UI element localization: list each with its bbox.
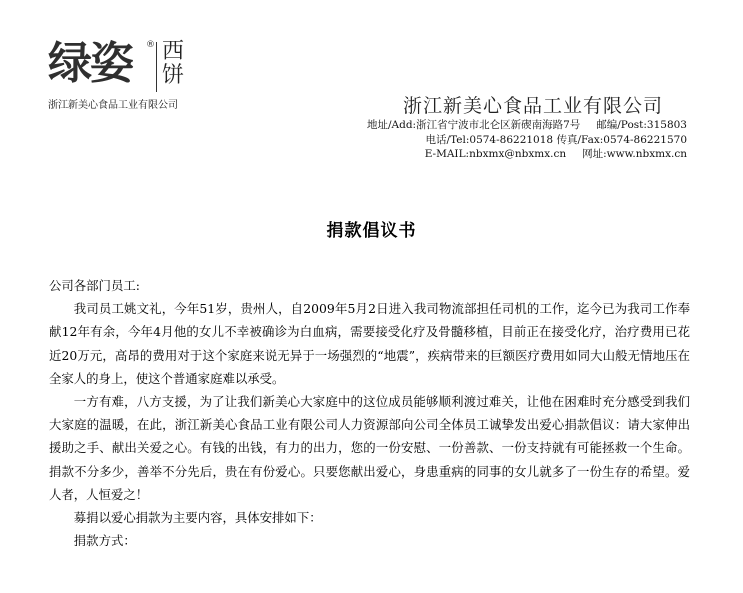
paragraph-4: 捐款方式： bbox=[73, 533, 136, 549]
logo-caption: 浙江新美心食品工业有限公司 bbox=[48, 100, 178, 111]
website: 网址:www.nbxmx.cn bbox=[582, 148, 687, 160]
email: E-MAIL:nbxmx@nbxmx.cn bbox=[424, 148, 567, 160]
document-body bbox=[49, 274, 690, 552]
company-logo bbox=[48, 38, 198, 112]
postcode: 邮编/Post:315803 bbox=[596, 119, 687, 131]
logo-divider bbox=[156, 42, 157, 92]
paragraph-1: 我司员工姚文礼，今年51岁，贵州人，自2009年5月2日进入我司物流部担任司机的工作，迄今已为我司工作奉献12年有余，今年4月他的女儿不幸被确诊为白血病，需要接受化疗及骨髓移植，目前正在接受化疗，治疗费用已花近20万元，高昂的费用对于这个家庭来说无异于一场强烈的“地震”，疾病带来的巨额医疗费用如同大山般无情地压在全家人的身上，使这个普通家庭难以承受。 bbox=[49, 301, 690, 386]
paragraph-2: 一方有难，八方支援，为了让我们新美心大家庭中的这位成员能够顺利渡过难关，让他在困难时充分感受到我们大家庭的温暖，在此，浙江新美心食品工业有限公司人力资源部向公司全体员工诚挚发出爱心捐款倡议：请大家伸出援助之手、献出关爱之心。有钱的出钱，有力的出力，您的一份安慰、一份善款、一份支持就有可能拯救一个生命。捐款不分多少，善举不分先后，贵在有份爱心。只要您献出爱心，身患重病的同事的女儿就多了一份生存的希望。爱人者，人恒爱之！ bbox=[49, 394, 690, 502]
contact-block bbox=[367, 118, 687, 162]
fax: 传真/Fax:0574-86221570 bbox=[556, 133, 687, 146]
company-name: 浙江新美心食品工业有限公司 bbox=[402, 95, 663, 117]
logo-wordmark: 绿姿 bbox=[48, 38, 132, 89]
telephone: 电话/Tel:0574-86221018 bbox=[425, 133, 554, 146]
phone-line bbox=[367, 133, 687, 148]
email-line bbox=[367, 147, 687, 162]
paragraph-3: 募捐以爱心捐款为主要内容，具体安排如下： bbox=[73, 510, 322, 526]
logo-side-text: 西饼 bbox=[162, 39, 185, 88]
address-line bbox=[367, 118, 687, 133]
salutation: 公司各部门员工: bbox=[49, 278, 140, 293]
address: 地址/Add:浙江省宁波市北仑区新碶南海路7号 bbox=[366, 119, 581, 131]
document-title: 捐款倡议书 bbox=[326, 221, 417, 241]
registered-mark: ® bbox=[146, 40, 155, 50]
